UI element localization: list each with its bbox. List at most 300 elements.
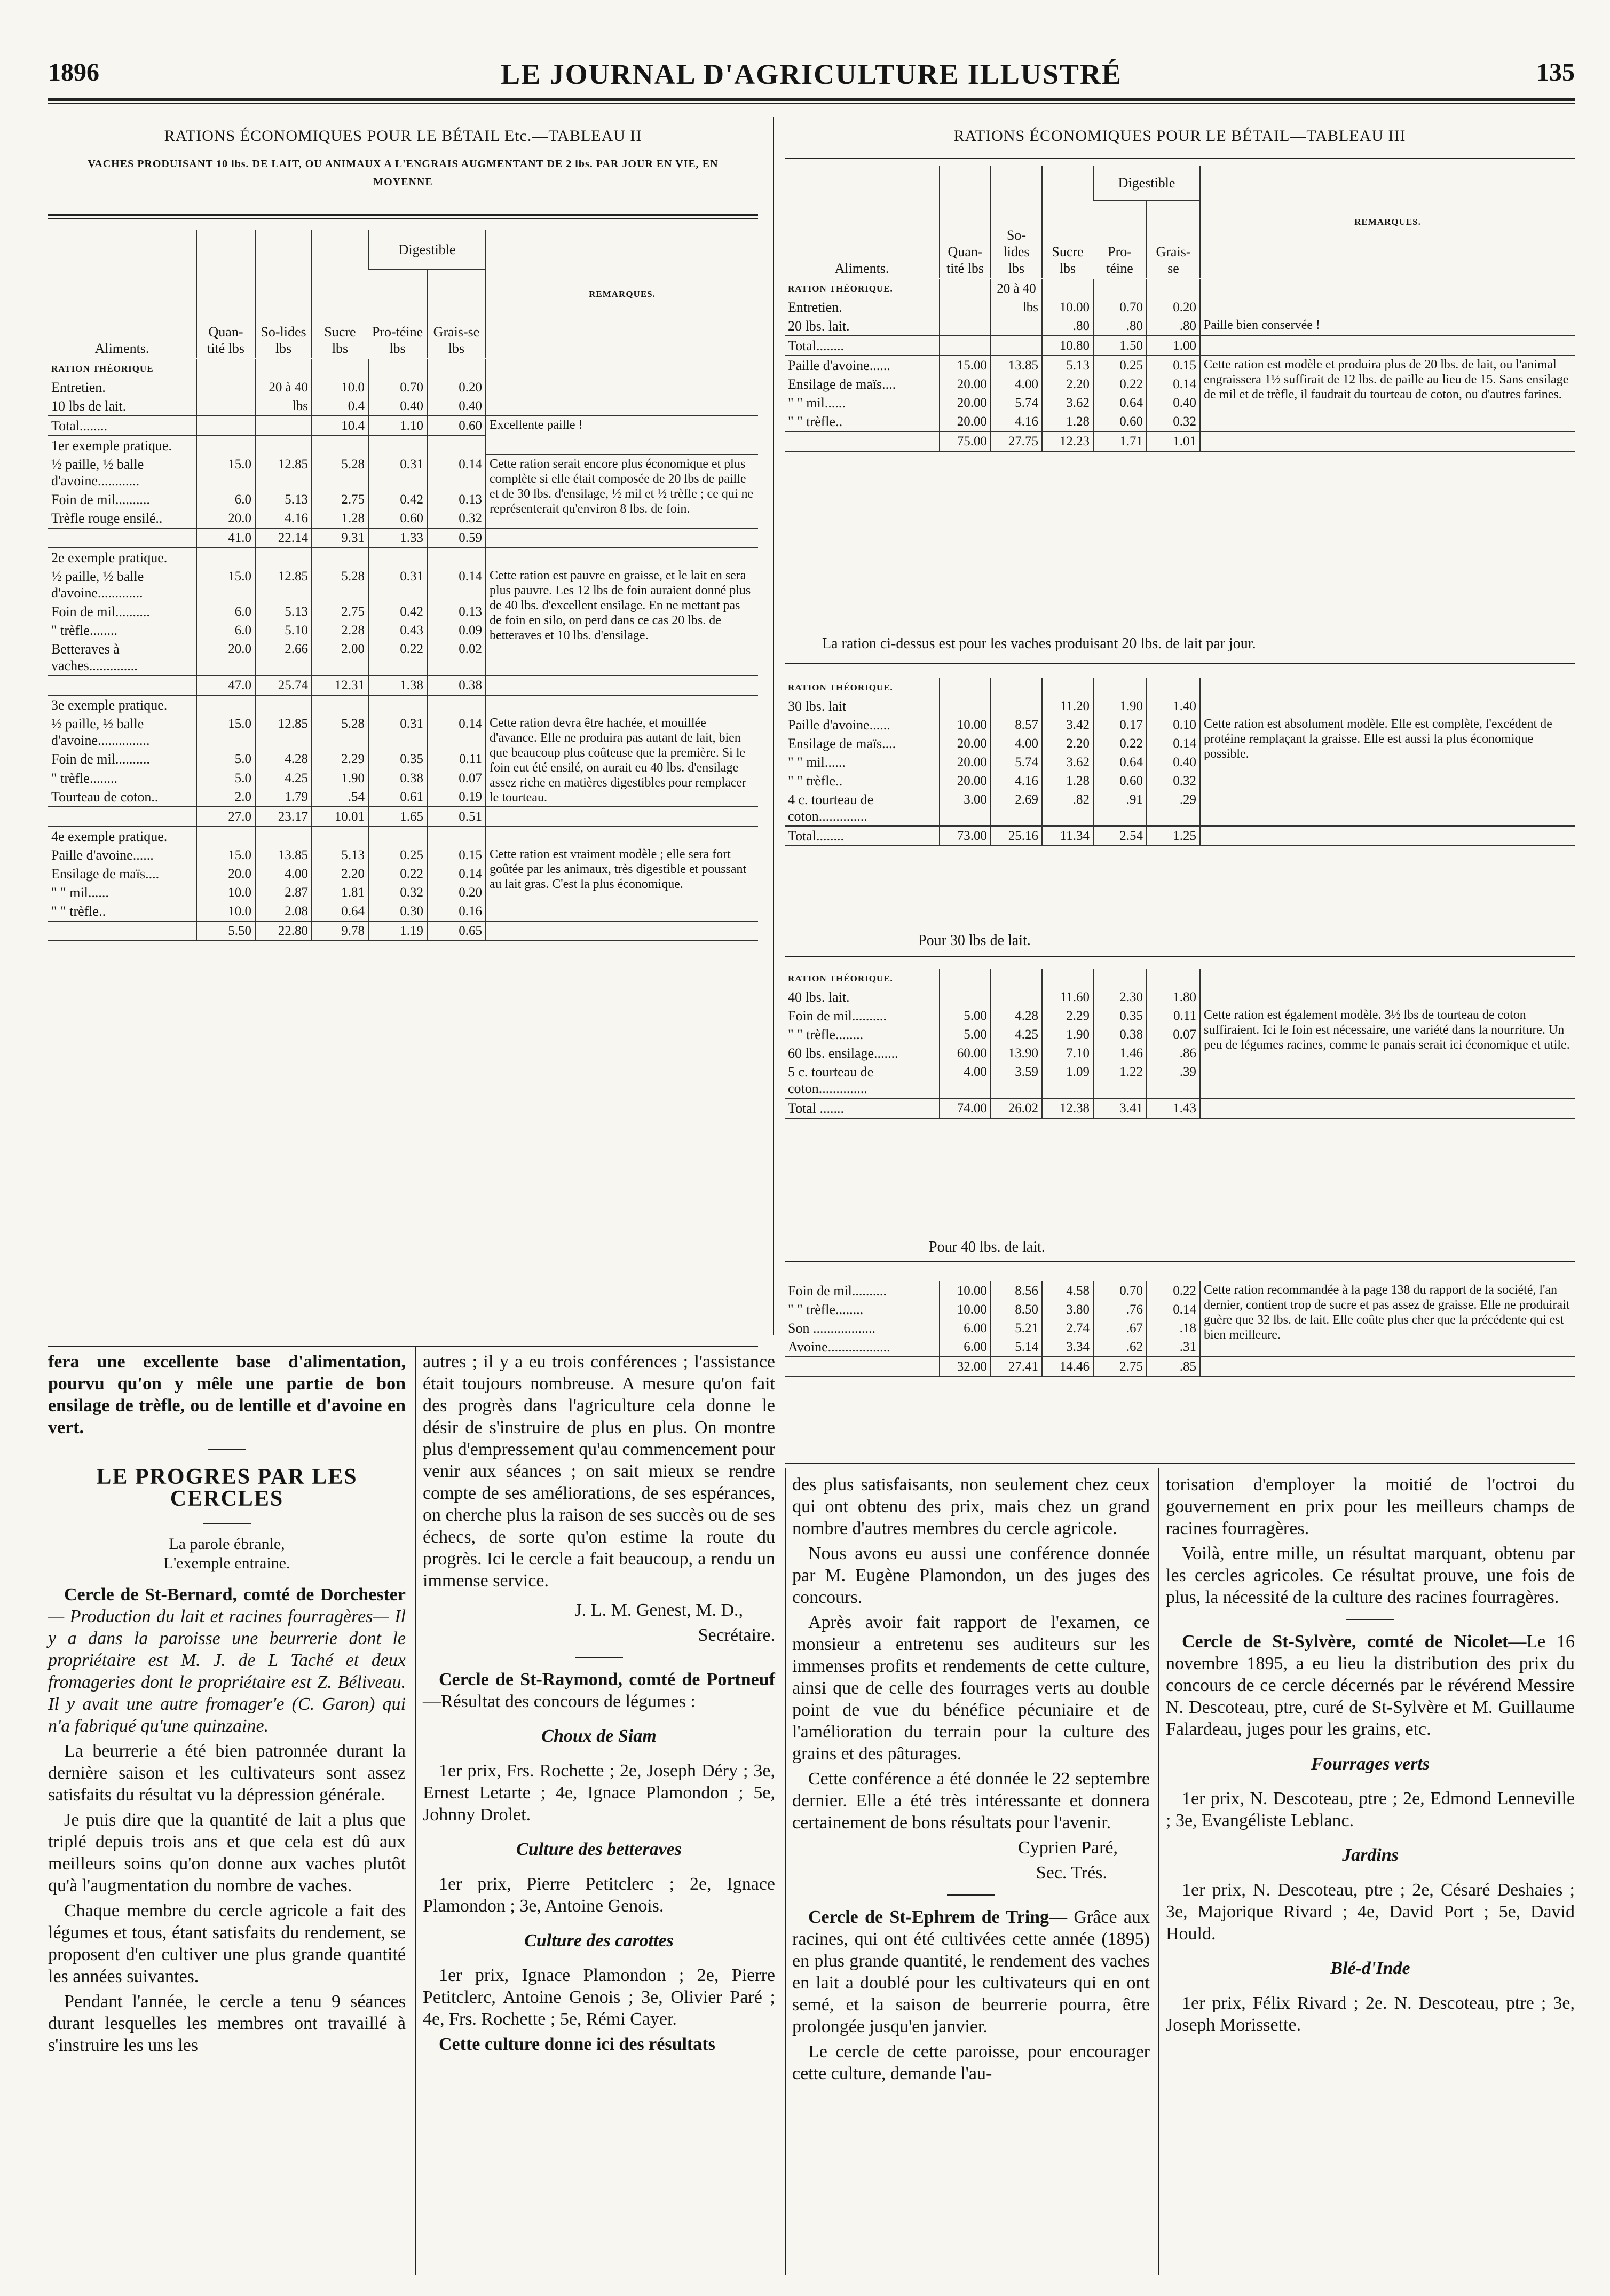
running-header bbox=[48, 58, 1575, 95]
remark-cell: Cette ration recommandée à la page 138 du rapport de la société, l'an dernier, contient trop de sucre et pas assez de graisse. Elle ne produirait guère que 32 lbs. de lait. Elle coûte plus cher que la précédente qui est bien meilleure. bbox=[1200, 1281, 1575, 1357]
table3-body-20lbs bbox=[785, 279, 1575, 452]
col-solides: So-lides lbs bbox=[991, 166, 1042, 279]
subheading: Culture des carottes bbox=[524, 1931, 674, 1951]
quantite-cell bbox=[940, 317, 991, 336]
table3-top-rule bbox=[785, 158, 1575, 159]
quantite-cell: 5.0 bbox=[196, 750, 255, 768]
solides-cell: 20 à 40 bbox=[991, 279, 1042, 298]
graisse-cell: 0.40 bbox=[427, 397, 486, 416]
table2-caption: RATIONS ÉCONOMIQUES POUR LE BÉTAIL Etc.—TABLEAU II bbox=[164, 127, 642, 145]
solides-cell: 4.16 bbox=[991, 412, 1042, 431]
paragraph: Chaque membre du cercle agricole a fait des légumes et tous, étant satisfaits du rendement, se proposent d'en cultiver une plus grande quantité les années suivantes. bbox=[48, 1901, 406, 1986]
solides-cell: 4.16 bbox=[991, 772, 1042, 790]
graisse-cell: 0.10 bbox=[1147, 715, 1200, 734]
graisse-cell: 0.13 bbox=[427, 490, 486, 509]
quantite-cell: 6.00 bbox=[940, 1319, 991, 1338]
total-row bbox=[785, 336, 1575, 356]
solides-cell: 5.21 bbox=[991, 1319, 1042, 1338]
quantite-cell: 20.00 bbox=[940, 394, 991, 412]
proteine-cell: .67 bbox=[1093, 1319, 1147, 1338]
paragraph: Cette conférence a été donnée le 22 septembre dernier. Elle a été très intéressante et donnera certainement de bons résultats pour l'avenir. bbox=[792, 1769, 1150, 1833]
remark-cell bbox=[1200, 969, 1575, 988]
sucre-cell: 1.09 bbox=[1042, 1063, 1093, 1098]
graisse-cell: 0.22 bbox=[1147, 1281, 1200, 1300]
proteine-cell: 3.41 bbox=[1093, 1098, 1147, 1118]
solides-cell: 2.66 bbox=[255, 640, 312, 675]
aliment-cell: 60 lbs. ensilage....... bbox=[788, 1045, 898, 1061]
ration-table-3-40lbs bbox=[785, 969, 1575, 1119]
table3-body-40lbs bbox=[785, 969, 1575, 1118]
aliment-cell: Son .................. bbox=[788, 1320, 875, 1336]
proteine-cell: 0.25 bbox=[368, 846, 427, 864]
solides-cell bbox=[255, 436, 312, 455]
graisse-cell: 0.11 bbox=[427, 750, 486, 768]
solides-cell: lbs bbox=[991, 298, 1042, 317]
aliment-cell: 30 lbs. lait bbox=[788, 698, 847, 714]
column-rule-1 bbox=[415, 1346, 416, 2275]
aliment-cell bbox=[48, 921, 196, 941]
aliment-cell: " " trèfle........ bbox=[788, 1027, 864, 1042]
solides-cell: 1.79 bbox=[255, 788, 312, 807]
solides-cell: 2.69 bbox=[991, 790, 1042, 826]
proteine-cell: 0.70 bbox=[1093, 1281, 1147, 1300]
cercle-st-bernard-title: Cercle de St-Bernard, comté de Dorchester bbox=[64, 1585, 406, 1605]
quantite-cell bbox=[940, 298, 991, 317]
total-row bbox=[785, 1098, 1575, 1118]
graisse-cell: 0.32 bbox=[427, 509, 486, 528]
sucre-cell: 3.34 bbox=[1042, 1338, 1093, 1357]
graisse-cell: 0.14 bbox=[427, 455, 486, 490]
remark-cell: Cette ration devra être hachée, et mouillée d'avance. Elle ne produira pas autant de lait, bien que beaucoup plus coûteuse que la première. Si le foin eut été ensilé, on aurait eu 40 lbs. d'ensilage assez riche en matières digestibles pour remplacer le tourteau. bbox=[486, 714, 758, 807]
proteine-cell bbox=[368, 548, 427, 567]
aliment-cell: " " trèfle.. bbox=[788, 414, 843, 429]
ration-table-3 bbox=[785, 166, 1575, 452]
total-row bbox=[48, 528, 758, 548]
solides-cell: 13.85 bbox=[991, 356, 1042, 375]
cercle-st-sylvere-title: Cercle de St-Sylvère, comté de Nicolet bbox=[1182, 1632, 1509, 1652]
quantite-cell: 41.0 bbox=[196, 528, 255, 548]
quantite-cell: 4.00 bbox=[940, 1063, 991, 1098]
sucre-cell: 4.58 bbox=[1042, 1281, 1093, 1300]
remark-cell bbox=[1200, 1357, 1575, 1377]
graisse-cell: 1.80 bbox=[1147, 988, 1200, 1007]
proteine-cell bbox=[1093, 969, 1147, 988]
sucre-cell: 5.28 bbox=[312, 455, 368, 490]
table3-note-20lbs: La ration ci-dessus est pour les vaches produisant 20 lbs. de lait par jour. bbox=[822, 635, 1256, 652]
quantite-cell: 32.00 bbox=[940, 1357, 991, 1377]
proteine-cell bbox=[368, 695, 427, 714]
table2-bottom-rule bbox=[48, 1346, 758, 1347]
proteine-cell bbox=[1093, 279, 1147, 298]
quantite-cell bbox=[940, 988, 991, 1007]
aliment-cell: Trèfle rouge ensilé.. bbox=[51, 510, 163, 526]
sucre-cell: 1.28 bbox=[1042, 772, 1093, 790]
quantite-cell: 15.0 bbox=[196, 567, 255, 602]
solides-cell: 2.87 bbox=[255, 883, 312, 902]
aliment-cell: Foin de mil.......... bbox=[51, 604, 150, 619]
graisse-cell: 0.15 bbox=[427, 846, 486, 864]
aliment-cell: " " mil...... bbox=[51, 885, 109, 900]
solides-cell: 12.85 bbox=[255, 714, 312, 750]
quantite-cell: 2.0 bbox=[196, 788, 255, 807]
quantite-cell: 6.0 bbox=[196, 602, 255, 621]
proteine-cell: .91 bbox=[1093, 790, 1147, 826]
aliment-cell: Entretien. bbox=[51, 380, 106, 395]
sucre-cell: 1.90 bbox=[1042, 1025, 1093, 1044]
aliment-cell: Avoine.................. bbox=[788, 1339, 890, 1355]
article-column-4 bbox=[1166, 1474, 1575, 2039]
proteine-cell: 1.10 bbox=[368, 416, 427, 436]
sucre-cell: 5.28 bbox=[312, 714, 368, 750]
quantite-cell bbox=[196, 378, 255, 397]
divider bbox=[203, 1523, 251, 1524]
aliment-cell: Foin de mil.......... bbox=[788, 1283, 887, 1299]
prize-list: 1er prix, N. Descoteau, ptre ; 2e, Edmond Lenneville ; 3e, Evangéliste Leblanc. bbox=[1166, 1789, 1575, 1830]
col-aliments: Aliments. bbox=[785, 166, 940, 279]
column-rule-2 bbox=[785, 1468, 786, 2275]
aliment-cell: " trèfle........ bbox=[51, 770, 117, 786]
solides-cell: 4.28 bbox=[991, 1007, 1042, 1025]
quantite-cell bbox=[940, 279, 991, 298]
proteine-cell: 0.42 bbox=[368, 602, 427, 621]
proteine-cell: 0.22 bbox=[1093, 375, 1147, 394]
aliment-cell: Paille d'avoine...... bbox=[788, 717, 890, 733]
solides-cell: 2.08 bbox=[255, 902, 312, 921]
quantite-cell: 20.0 bbox=[196, 640, 255, 675]
paragraph: La beurrerie a été bien patronnée durant la dernière saison et les cultivateurs sont assez satisfaits du résultat vu la dépression générale. bbox=[48, 1741, 406, 1805]
col-sucre: Sucre lbs bbox=[312, 230, 368, 359]
solides-cell: 4.25 bbox=[255, 769, 312, 788]
quantite-cell: 3.00 bbox=[940, 790, 991, 826]
graisse-cell bbox=[427, 436, 486, 455]
solides-cell: 4.00 bbox=[991, 734, 1042, 753]
page-number: 135 bbox=[1536, 58, 1575, 87]
solides-cell: 8.50 bbox=[991, 1300, 1042, 1319]
paragraph: des plus satisfaisants, non seulement chez ceux qui ont obtenu des prix, mais chez un grand nombre d'autres membres du cercle agricole. bbox=[792, 1475, 1150, 1538]
graisse-cell: 0.14 bbox=[427, 714, 486, 750]
sucre-cell: 0.64 bbox=[312, 902, 368, 921]
graisse-cell: .86 bbox=[1147, 1044, 1200, 1063]
sucre-cell: 9.78 bbox=[312, 921, 368, 941]
graisse-cell: 0.07 bbox=[1147, 1025, 1200, 1044]
paragraph: autres ; il y a eu trois conférences ; l'assistance était toujours nombreuse. A mesure qu'on fait des progrès dans l'agriculture cela donne le désir de s'instruire de plus en plus. On montre plus d'empressement qu'au commencement pour venir aux séances ; on sait mieux se rendre compte de ses améliorations, de ses espérances, on cherche plus la raison de ses succès ou de ses échecs, de sorte qu'on estime la route du progrès. Ici le cercle a fait beaucoup, a rendu un immense service. bbox=[423, 1352, 775, 1591]
proteine-cell bbox=[368, 436, 427, 455]
aliment-cell: 1er exemple pratique. bbox=[51, 438, 172, 453]
sucre-cell bbox=[312, 827, 368, 846]
aliment-cell: 40 lbs. lait. bbox=[788, 989, 850, 1005]
quantite-cell: 5.00 bbox=[940, 1025, 991, 1044]
graisse-cell: 0.20 bbox=[1147, 298, 1200, 317]
col-proteine: Pro-téine bbox=[1093, 200, 1147, 279]
col-quantite: Quan-tité lbs bbox=[196, 230, 255, 359]
graisse-cell: 0.02 bbox=[427, 640, 486, 675]
proteine-cell bbox=[368, 359, 427, 379]
aliment-cell: RATION THÉORIQUE bbox=[51, 364, 154, 374]
remark-cell: Cette ration est vraiment modèle ; elle sera fort goûtée par les animaux, très digestible et poussant au lait gras. C'est la plus économique. bbox=[486, 846, 758, 921]
divider bbox=[1346, 1619, 1394, 1620]
aliment-cell bbox=[48, 807, 196, 827]
remark-cell bbox=[486, 807, 758, 827]
quantite-cell bbox=[940, 336, 991, 356]
column-rule-3 bbox=[1158, 1468, 1159, 2275]
table-row bbox=[785, 356, 1575, 375]
table-row bbox=[48, 567, 758, 602]
aliment-cell: 5 c. tourteau de coton.............. bbox=[788, 1064, 874, 1096]
quantite-cell: 27.0 bbox=[196, 807, 255, 827]
sucre-cell: 5.13 bbox=[312, 846, 368, 864]
solides-cell: 4.16 bbox=[255, 509, 312, 528]
table2-top-rule-thin bbox=[48, 218, 758, 219]
aliment-cell: Foin de mil.......... bbox=[51, 751, 150, 767]
proteine-cell: 0.31 bbox=[368, 455, 427, 490]
article-column-2 bbox=[423, 1351, 775, 2058]
proteine-cell: 0.60 bbox=[1093, 772, 1147, 790]
ration-table-3-comparison bbox=[785, 1281, 1575, 1377]
quantite-cell: 10.00 bbox=[940, 1281, 991, 1300]
solides-cell: 5.13 bbox=[255, 602, 312, 621]
sucre-cell: 2.00 bbox=[312, 640, 368, 675]
proteine-cell: 0.60 bbox=[368, 509, 427, 528]
sucre-cell: 3.80 bbox=[1042, 1300, 1093, 1319]
remark-cell bbox=[1200, 988, 1575, 1007]
graisse-cell: .80 bbox=[1147, 317, 1200, 336]
solides-cell: lbs bbox=[255, 397, 312, 416]
quantite-cell: 15.00 bbox=[940, 356, 991, 375]
paragraph: torisation d'employer la moitié de l'octroi du gouvernement en prix pour les meilleurs champs de racines fourragères. bbox=[1166, 1475, 1575, 1538]
proteine-cell: 1.38 bbox=[368, 675, 427, 695]
aliment-cell: 2e exemple pratique. bbox=[51, 550, 168, 565]
graisse-cell: 0.51 bbox=[427, 807, 486, 827]
solides-cell bbox=[991, 678, 1042, 697]
sucre-cell: 2.28 bbox=[312, 621, 368, 640]
solides-cell bbox=[255, 416, 312, 436]
aliment-cell: 3e exemple pratique. bbox=[51, 697, 168, 713]
sucre-cell: 12.31 bbox=[312, 675, 368, 695]
col-aliments: Aliments. bbox=[48, 230, 196, 359]
subheading: Jardins bbox=[1342, 1845, 1399, 1865]
proteine-cell: 0.70 bbox=[368, 378, 427, 397]
sucre-cell: 2.20 bbox=[1042, 375, 1093, 394]
quantite-cell bbox=[196, 436, 255, 455]
solides-cell: 22.80 bbox=[255, 921, 312, 941]
sucre-cell: 2.75 bbox=[312, 490, 368, 509]
aliment-cell: Ensilage de maïs.... bbox=[788, 376, 896, 392]
proteine-cell: 0.25 bbox=[1093, 356, 1147, 375]
solides-cell: 12.85 bbox=[255, 567, 312, 602]
ration-table-2 bbox=[48, 230, 758, 941]
table2-top-rule bbox=[48, 214, 758, 216]
solides-cell: 4.25 bbox=[991, 1025, 1042, 1044]
proteine-cell: 0.22 bbox=[1093, 734, 1147, 753]
table-row bbox=[785, 697, 1575, 715]
proteine-cell: 0.42 bbox=[368, 490, 427, 509]
proteine-cell: 1.33 bbox=[368, 528, 427, 548]
col-remarques: REMARQUES. bbox=[486, 230, 758, 359]
graisse-cell: 1.43 bbox=[1147, 1098, 1200, 1118]
table-row bbox=[48, 378, 758, 397]
graisse-cell: .18 bbox=[1147, 1319, 1200, 1338]
quantite-cell: 10.00 bbox=[940, 1300, 991, 1319]
sucre-cell: 3.62 bbox=[1042, 753, 1093, 772]
graisse-cell: 0.60 bbox=[427, 416, 486, 436]
sucre-cell: 9.31 bbox=[312, 528, 368, 548]
prize-list: 1er prix, N. Descoteau, ptre ; 2e, Césaré Deshaies ; 3e, Majorique Rivard ; 4e, David Port ; 5e, David Hould. bbox=[1166, 1880, 1575, 1944]
solides-cell: 8.57 bbox=[991, 715, 1042, 734]
sucre-cell: 2.74 bbox=[1042, 1319, 1093, 1338]
divider bbox=[575, 1657, 623, 1658]
quantite-cell: 20.00 bbox=[940, 375, 991, 394]
sucre-cell: 10.0 bbox=[312, 378, 368, 397]
solides-cell bbox=[255, 359, 312, 379]
solides-cell: 27.75 bbox=[991, 431, 1042, 451]
sucre-cell: 2.29 bbox=[312, 750, 368, 768]
proteine-cell: 0.30 bbox=[368, 902, 427, 921]
proteine-cell: .80 bbox=[1093, 317, 1147, 336]
aliment-cell: Ensilage de maïs.... bbox=[788, 736, 896, 751]
prize-list: 1er prix, Ignace Plamondon ; 2e, Pierre Petitclerc, Antoine Genois ; 3e, Olivier Paré ; 4e, Frs. Rochette ; 5e, Rémi Cayer. bbox=[423, 1965, 775, 2029]
graisse-cell: .85 bbox=[1147, 1357, 1200, 1377]
paragraph-st-ephrem bbox=[792, 1906, 1150, 2038]
aliment-cell: ½ paille, ½ balle d'avoine............... bbox=[51, 716, 150, 748]
table-row bbox=[48, 827, 758, 846]
proteine-cell: 2.30 bbox=[1093, 988, 1147, 1007]
quantite-cell: 75.00 bbox=[940, 431, 991, 451]
aliment-cell: 10 lbs de lait. bbox=[51, 398, 127, 414]
aliment-cell: 4 c. tourteau de coton.............. bbox=[788, 792, 874, 824]
remark-cell bbox=[486, 397, 758, 416]
quantite-cell bbox=[196, 397, 255, 416]
aliment-cell: Total........ bbox=[785, 826, 940, 846]
col-quantite: Quan-tité lbs bbox=[940, 166, 991, 279]
sucre-cell: 11.34 bbox=[1042, 826, 1093, 846]
table3-note-30lbs: Pour 30 lbs de lait. bbox=[918, 932, 1031, 949]
table-row bbox=[48, 548, 758, 567]
sucre-cell: 0.4 bbox=[312, 397, 368, 416]
aliment-cell: " trèfle........ bbox=[51, 623, 117, 638]
solides-cell: 4.00 bbox=[255, 864, 312, 883]
remark-cell bbox=[486, 695, 758, 714]
solides-cell: 25.16 bbox=[991, 826, 1042, 846]
remark-cell bbox=[486, 548, 758, 567]
sucre-cell: 2.20 bbox=[1042, 734, 1093, 753]
quantite-cell: 6.0 bbox=[196, 490, 255, 509]
remark-cell bbox=[1200, 678, 1575, 697]
signature-title: Sec. Trés. bbox=[1036, 1863, 1107, 1883]
total-row bbox=[785, 431, 1575, 451]
quantite-cell: 5.0 bbox=[196, 769, 255, 788]
remark-cell bbox=[1200, 298, 1575, 317]
proteine-cell: 0.60 bbox=[1093, 412, 1147, 431]
aliment-cell: Tourteau de coton.. bbox=[51, 789, 159, 805]
header-rule-thin bbox=[48, 103, 1575, 104]
col-graisse: Grais-se lbs bbox=[427, 270, 486, 359]
subheading: Fourrages verts bbox=[1311, 1754, 1430, 1774]
table-row bbox=[785, 1281, 1575, 1300]
remark-cell: Excellente paille ! bbox=[486, 416, 758, 455]
sucre-cell bbox=[312, 436, 368, 455]
section-row bbox=[785, 678, 1575, 697]
sucre-cell: 7.10 bbox=[1042, 1044, 1093, 1063]
graisse-cell: 0.32 bbox=[1147, 772, 1200, 790]
paragraph: Je puis dire que la quantité de lait a plus que triplé depuis trois ans et que cela est dû aux meilleurs soins qu'on donne aux vaches plutôt qu'à l'augmentation du nombre de vaches. bbox=[48, 1810, 406, 1896]
quantite-cell: 20.0 bbox=[196, 864, 255, 883]
proteine-cell: 0.43 bbox=[368, 621, 427, 640]
sucre-cell: 11.20 bbox=[1042, 697, 1093, 715]
sucre-cell: 1.90 bbox=[312, 769, 368, 788]
sucre-cell: 10.00 bbox=[1042, 298, 1093, 317]
aliment-cell: 4e exemple pratique. bbox=[51, 829, 168, 844]
graisse-cell: 1.40 bbox=[1147, 697, 1200, 715]
aliment-cell: Foin de mil.......... bbox=[788, 1008, 887, 1024]
table3-rule-c bbox=[785, 1261, 1575, 1262]
solides-cell bbox=[991, 697, 1042, 715]
quantite-cell bbox=[196, 827, 255, 846]
aliment-cell: Total........ bbox=[785, 336, 940, 356]
total-row bbox=[48, 807, 758, 827]
graisse-cell: 0.14 bbox=[1147, 734, 1200, 753]
column-separator bbox=[773, 117, 774, 1335]
paragraph: Pendant l'année, le cercle a tenu 9 séances durant lesquelles les membres ont travaillé à s'instruire les uns les bbox=[48, 1992, 406, 2055]
st-raymond-text: —Résultat des concours de légumes : bbox=[423, 1692, 696, 1711]
sucre-cell: 2.75 bbox=[312, 602, 368, 621]
col-digestible: Digestible bbox=[1093, 166, 1200, 200]
solides-cell: 4.28 bbox=[255, 750, 312, 768]
paragraph: Le cercle de cette paroisse, pour encourager cette culture, demande l'au- bbox=[792, 2042, 1150, 2083]
sucre-cell: .54 bbox=[312, 788, 368, 807]
table3-body-comparison bbox=[785, 1281, 1575, 1377]
sucre-cell: 3.62 bbox=[1042, 394, 1093, 412]
remark-cell: Cette ration est également modèle. 3½ lbs de tourteau de coton suffiraient. Ici le foin est nécessaire, une variété dans la nourriture. Un peu de légumes racines, comme le panais serait ici économique et utile. bbox=[1200, 1007, 1575, 1098]
total-row bbox=[785, 826, 1575, 846]
remark-cell bbox=[486, 675, 758, 695]
aliment-cell: RATION THÉORIQUE. bbox=[788, 284, 893, 294]
divider bbox=[208, 1449, 246, 1450]
proteine-cell: 1.50 bbox=[1093, 336, 1147, 356]
graisse-cell: 1.00 bbox=[1147, 336, 1200, 356]
aliment-cell: " " mil...... bbox=[788, 754, 846, 770]
quantite-cell: 6.0 bbox=[196, 621, 255, 640]
graisse-cell: 0.13 bbox=[427, 602, 486, 621]
paragraph: Après avoir fait rapport de l'examen, ce monsieur a entretenu ses auditeurs sur les immenses profits et rendements de cette culture, ainsi que de celle des fourrages verts au double point de vue du bénéfice pécuniaire et de l'amélioration du terrain pour la culture des grains et des pâturages. bbox=[792, 1613, 1150, 1764]
col-solides: So-lides lbs bbox=[255, 230, 312, 359]
table-row bbox=[48, 695, 758, 714]
graisse-cell: 0.59 bbox=[427, 528, 486, 548]
graisse-cell: 0.11 bbox=[1147, 1007, 1200, 1025]
section-row bbox=[785, 969, 1575, 988]
remark-cell bbox=[486, 359, 758, 379]
signature-title: Secrétaire. bbox=[698, 1625, 775, 1645]
sucre-cell: 1.28 bbox=[312, 509, 368, 528]
solides-cell: 5.74 bbox=[991, 753, 1042, 772]
sucre-cell: 2.20 bbox=[312, 864, 368, 883]
solides-cell bbox=[255, 548, 312, 567]
sucre-cell: 5.28 bbox=[312, 567, 368, 602]
table-row bbox=[48, 455, 758, 490]
solides-cell: 20 à 40 bbox=[255, 378, 312, 397]
aliment-cell: Betteraves à vaches.............. bbox=[51, 641, 138, 673]
remark-cell bbox=[1200, 1098, 1575, 1118]
proteine-cell: 2.54 bbox=[1093, 826, 1147, 846]
proteine-cell: 0.35 bbox=[368, 750, 427, 768]
aliment-cell bbox=[785, 1357, 940, 1377]
graisse-cell: .29 bbox=[1147, 790, 1200, 826]
graisse-cell: 0.38 bbox=[427, 675, 486, 695]
divider bbox=[947, 1894, 995, 1896]
aliment-cell: " " trèfle........ bbox=[788, 1302, 864, 1317]
aliment-cell: Entretien. bbox=[788, 300, 842, 315]
proteine-cell bbox=[1093, 678, 1147, 697]
solides-cell: 4.00 bbox=[991, 375, 1042, 394]
